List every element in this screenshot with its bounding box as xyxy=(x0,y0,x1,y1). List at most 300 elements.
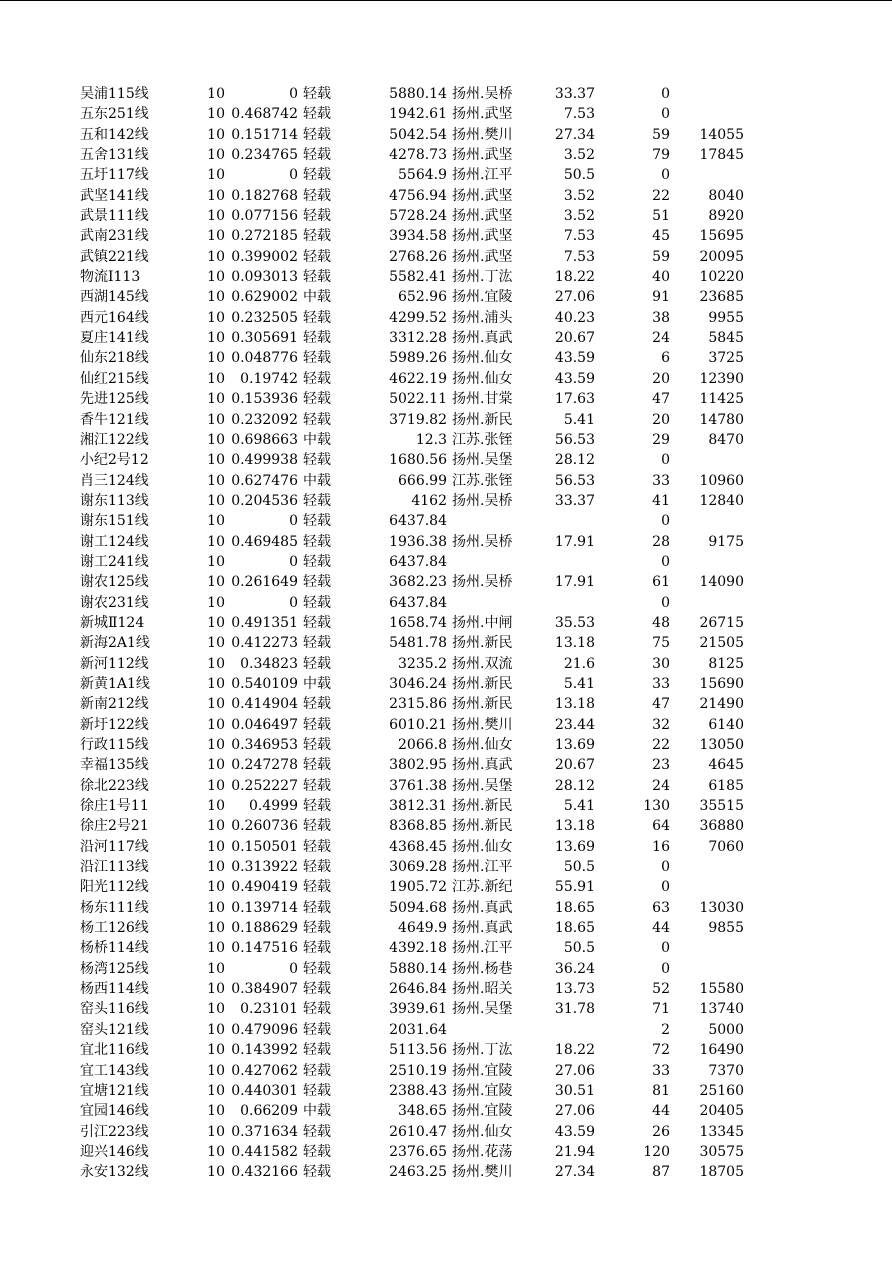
load-ratio-cell: 0.412273 xyxy=(231,635,298,652)
line-name-cell: 行政115线 xyxy=(80,737,149,753)
load-status-cell: 轻载 xyxy=(303,716,331,733)
line-name-cell: 窑头116线 xyxy=(80,1001,149,1018)
capacity-cell: 12840 xyxy=(699,492,744,509)
capacity-margin-cell: 2066.8 xyxy=(398,737,447,753)
load-status-cell: 轻载 xyxy=(303,513,331,530)
count-cell: 28 xyxy=(652,533,670,550)
voltage-cell: 10 xyxy=(207,574,225,591)
count-cell: 75 xyxy=(652,635,670,652)
capacity-margin-cell: 1936.38 xyxy=(389,533,447,550)
voltage-cell: 10 xyxy=(207,757,225,774)
capacity-margin-cell: 2463.25 xyxy=(389,1164,447,1181)
distance-cell: 20.67 xyxy=(554,757,595,774)
distance-cell: 3.52 xyxy=(563,147,595,164)
capacity-cell: 20405 xyxy=(699,1103,744,1120)
table-row xyxy=(0,694,892,714)
load-status-cell: 轻载 xyxy=(303,1143,331,1160)
load-status-cell: 轻载 xyxy=(303,859,331,876)
voltage-cell: 10 xyxy=(207,737,225,753)
load-status-cell: 轻载 xyxy=(303,838,331,855)
voltage-cell: 10 xyxy=(207,1103,225,1120)
load-ratio-cell: 0 xyxy=(289,86,298,102)
count-cell: 0 xyxy=(661,940,670,957)
substation-cell: 扬州.浦头 xyxy=(452,309,513,326)
count-cell: 52 xyxy=(652,981,670,998)
load-status-cell: 轻载 xyxy=(303,574,331,591)
line-name-cell: 西元164线 xyxy=(80,309,149,326)
capacity-cell: 17845 xyxy=(699,147,744,164)
capacity-margin-cell: 2646.84 xyxy=(389,981,447,998)
distance-cell: 18.22 xyxy=(554,1042,595,1059)
line-name-cell: 香牛121线 xyxy=(80,411,149,428)
load-ratio-cell: 0.305691 xyxy=(231,330,298,347)
capacity-cell: 5000 xyxy=(708,1021,744,1038)
count-cell: 33 xyxy=(652,675,670,692)
distance-cell: 27.34 xyxy=(554,126,595,143)
load-ratio-cell: 0.427062 xyxy=(231,1062,298,1079)
line-name-cell: 谢东113线 xyxy=(80,492,149,509)
line-name-cell: 徐庄1号11 xyxy=(80,798,149,815)
line-name-cell: 物流Ⅰ113 xyxy=(80,269,141,286)
voltage-cell: 10 xyxy=(207,167,225,184)
voltage-cell: 10 xyxy=(207,635,225,652)
capacity-margin-cell: 3682.23 xyxy=(389,574,447,591)
line-name-cell: 西湖145线 xyxy=(80,289,149,306)
voltage-cell: 10 xyxy=(207,859,225,876)
load-status-cell: 轻载 xyxy=(303,818,331,835)
distance-cell: 21.6 xyxy=(563,655,595,672)
count-cell: 20 xyxy=(652,411,670,428)
voltage-cell: 10 xyxy=(207,147,225,164)
count-cell: 20 xyxy=(652,370,670,387)
capacity-margin-cell: 5582.41 xyxy=(389,269,447,286)
distance-cell: 35.53 xyxy=(554,614,595,631)
table-row xyxy=(0,593,892,613)
voltage-cell: 10 xyxy=(207,411,225,428)
line-name-cell: 窑头121线 xyxy=(80,1021,149,1038)
capacity-margin-cell: 6437.84 xyxy=(389,553,447,570)
load-status-cell: 轻载 xyxy=(303,553,331,570)
capacity-cell: 26715 xyxy=(699,614,744,631)
voltage-cell: 10 xyxy=(207,1164,225,1181)
line-name-cell: 新圩122线 xyxy=(80,716,149,733)
load-status-cell: 轻载 xyxy=(303,228,331,245)
capacity-margin-cell: 4162 xyxy=(411,492,447,509)
substation-cell: 扬州.新民 xyxy=(452,635,513,652)
voltage-cell: 10 xyxy=(207,655,225,672)
count-cell: 0 xyxy=(661,960,670,977)
substation-cell: 扬州.新民 xyxy=(452,411,513,428)
substation-cell: 扬州.新民 xyxy=(452,798,513,815)
load-ratio-cell: 0.260736 xyxy=(231,818,298,835)
load-status-cell: 轻载 xyxy=(303,1123,331,1140)
distance-cell: 21.94 xyxy=(554,1143,595,1160)
capacity-cell: 21505 xyxy=(699,635,744,652)
substation-cell: 扬州.新民 xyxy=(452,696,513,713)
line-name-cell: 吴浦115线 xyxy=(80,86,149,102)
substation-cell: 扬州.宜陵 xyxy=(452,1103,513,1120)
count-cell: 29 xyxy=(652,431,670,448)
line-name-cell: 五舍131线 xyxy=(80,147,149,164)
distance-cell: 5.41 xyxy=(563,675,595,692)
load-status-cell: 轻载 xyxy=(303,798,331,815)
capacity-margin-cell: 1942.61 xyxy=(389,106,447,123)
capacity-margin-cell: 5880.14 xyxy=(389,960,447,977)
table-row xyxy=(0,1142,892,1162)
voltage-cell: 10 xyxy=(207,1042,225,1059)
count-cell: 87 xyxy=(652,1164,670,1181)
load-ratio-cell: 0.204536 xyxy=(231,492,298,509)
load-status-cell: 轻载 xyxy=(303,635,331,652)
line-name-cell: 永安132线 xyxy=(80,1164,149,1181)
count-cell: 64 xyxy=(652,818,670,835)
distance-cell: 7.53 xyxy=(563,248,595,265)
voltage-cell: 10 xyxy=(207,594,225,611)
voltage-cell: 10 xyxy=(207,940,225,957)
substation-cell: 扬州.吴桥 xyxy=(452,86,513,102)
line-name-cell: 武景111线 xyxy=(80,208,149,225)
voltage-cell: 10 xyxy=(207,86,225,102)
table-row xyxy=(0,1162,892,1182)
voltage-cell: 10 xyxy=(207,431,225,448)
line-name-cell: 阳光112线 xyxy=(80,879,149,896)
table-row xyxy=(0,796,892,816)
capacity-cell: 9855 xyxy=(708,920,744,937)
count-cell: 91 xyxy=(652,289,670,306)
load-ratio-cell: 0.19742 xyxy=(240,370,298,387)
capacity-margin-cell: 5022.11 xyxy=(389,391,447,408)
load-status-cell: 轻载 xyxy=(303,86,331,102)
load-status-cell: 中载 xyxy=(303,1103,331,1120)
count-cell: 0 xyxy=(661,513,670,530)
capacity-cell: 6185 xyxy=(708,777,744,794)
load-ratio-cell: 0.046497 xyxy=(231,716,298,733)
table-row xyxy=(0,308,892,328)
substation-cell: 扬州.甘棠 xyxy=(452,391,513,408)
capacity-cell: 6140 xyxy=(708,716,744,733)
table-row xyxy=(0,84,892,104)
capacity-cell: 9955 xyxy=(708,309,744,326)
table-row xyxy=(0,633,892,653)
distance-cell: 13.18 xyxy=(554,696,595,713)
capacity-margin-cell: 666.99 xyxy=(398,472,447,489)
substation-cell: 扬州.吴堡 xyxy=(452,777,513,794)
distance-cell: 23.44 xyxy=(554,716,595,733)
distance-cell: 17.63 xyxy=(554,391,595,408)
capacity-margin-cell: 2610.47 xyxy=(389,1123,447,1140)
line-name-cell: 杨西114线 xyxy=(80,981,149,998)
line-name-cell: 谢农125线 xyxy=(80,574,149,591)
load-status-cell: 轻载 xyxy=(303,1001,331,1018)
load-ratio-cell: 0.440301 xyxy=(231,1082,298,1099)
substation-cell: 扬州.真武 xyxy=(452,899,513,916)
voltage-cell: 10 xyxy=(207,1123,225,1140)
substation-cell: 扬州.江平 xyxy=(452,940,513,957)
voltage-cell: 10 xyxy=(207,1082,225,1099)
distance-cell: 5.41 xyxy=(563,798,595,815)
distance-cell: 43.59 xyxy=(554,1123,595,1140)
substation-cell: 江苏.张铚 xyxy=(452,472,513,489)
load-ratio-cell: 0.627476 xyxy=(231,472,298,489)
load-ratio-cell: 0.414904 xyxy=(231,696,298,713)
table-row xyxy=(0,1040,892,1060)
load-status-cell: 轻载 xyxy=(303,696,331,713)
table-row xyxy=(0,430,892,450)
distance-cell: 13.73 xyxy=(554,981,595,998)
load-ratio-cell: 0.147516 xyxy=(231,940,298,957)
count-cell: 59 xyxy=(652,248,670,265)
load-status-cell: 轻载 xyxy=(303,309,331,326)
count-cell: 33 xyxy=(652,1062,670,1079)
table-row xyxy=(0,552,892,572)
table-row xyxy=(0,674,892,694)
line-name-cell: 新南212线 xyxy=(80,696,149,713)
substation-cell: 扬州.武坚 xyxy=(452,147,513,164)
load-ratio-cell: 0.143992 xyxy=(231,1042,298,1059)
line-name-cell: 杨东111线 xyxy=(80,899,149,916)
load-ratio-cell: 0.629002 xyxy=(231,289,298,306)
capacity-margin-cell: 5481.78 xyxy=(389,635,447,652)
line-name-cell: 谢东151线 xyxy=(80,513,149,530)
voltage-cell: 10 xyxy=(207,391,225,408)
substation-cell: 扬州.吴桥 xyxy=(452,492,513,509)
capacity-margin-cell: 652.96 xyxy=(398,289,447,306)
line-name-cell: 谢工124线 xyxy=(80,533,149,550)
capacity-cell: 15690 xyxy=(699,675,744,692)
table-row xyxy=(0,267,892,287)
substation-cell: 江苏.新纪 xyxy=(452,879,513,896)
line-name-cell: 武镇221线 xyxy=(80,248,149,265)
count-cell: 48 xyxy=(652,614,670,631)
load-status-cell: 轻载 xyxy=(303,1062,331,1079)
capacity-cell: 30575 xyxy=(699,1143,744,1160)
substation-cell: 扬州.樊川 xyxy=(452,126,513,143)
load-ratio-cell: 0.698663 xyxy=(231,431,298,448)
count-cell: 47 xyxy=(652,696,670,713)
load-ratio-cell: 0.371634 xyxy=(231,1123,298,1140)
distance-cell: 18.22 xyxy=(554,269,595,286)
count-cell: 120 xyxy=(643,1143,670,1160)
load-status-cell: 轻载 xyxy=(303,126,331,143)
load-ratio-cell: 0.151714 xyxy=(231,126,298,143)
voltage-cell: 10 xyxy=(207,248,225,265)
substation-cell: 扬州.江平 xyxy=(452,167,513,184)
count-cell: 6 xyxy=(661,350,670,367)
line-name-cell: 新城Ⅱ124 xyxy=(80,614,145,631)
capacity-margin-cell: 4278.73 xyxy=(389,147,447,164)
voltage-cell: 10 xyxy=(207,1062,225,1079)
voltage-cell: 10 xyxy=(207,818,225,835)
capacity-cell: 4645 xyxy=(708,757,744,774)
distance-cell: 27.34 xyxy=(554,1164,595,1181)
load-status-cell: 轻载 xyxy=(303,411,331,428)
table-row xyxy=(0,226,892,246)
load-ratio-cell: 0.23101 xyxy=(240,1001,298,1018)
capacity-margin-cell: 5989.26 xyxy=(389,350,447,367)
capacity-cell: 7370 xyxy=(708,1062,744,1079)
substation-cell: 扬州.丁汯 xyxy=(452,1042,513,1059)
table-row xyxy=(0,1061,892,1081)
load-ratio-cell: 0 xyxy=(289,553,298,570)
line-name-cell: 夏庄141线 xyxy=(80,330,149,347)
count-cell: 0 xyxy=(661,452,670,469)
substation-cell: 扬州.仙女 xyxy=(452,737,513,753)
line-name-cell: 宜北116线 xyxy=(80,1042,149,1059)
load-ratio-cell: 0.048776 xyxy=(231,350,298,367)
capacity-margin-cell: 5880.14 xyxy=(389,86,447,102)
line-name-cell: 新河112线 xyxy=(80,655,149,672)
load-ratio-cell: 0.469485 xyxy=(231,533,298,550)
count-cell: 0 xyxy=(661,106,670,123)
count-cell: 61 xyxy=(652,574,670,591)
count-cell: 2 xyxy=(661,1021,670,1038)
substation-cell: 扬州.吴桥 xyxy=(452,533,513,550)
load-status-cell: 轻载 xyxy=(303,269,331,286)
table-row xyxy=(0,776,892,796)
table-row xyxy=(0,511,892,531)
capacity-cell: 15695 xyxy=(699,228,744,245)
load-ratio-cell: 0.4999 xyxy=(249,798,298,815)
voltage-cell: 10 xyxy=(207,126,225,143)
load-ratio-cell: 0.479096 xyxy=(231,1021,298,1038)
count-cell: 72 xyxy=(652,1042,670,1059)
capacity-cell: 8125 xyxy=(708,655,744,672)
voltage-cell: 10 xyxy=(207,777,225,794)
line-name-cell: 幸福135线 xyxy=(80,757,149,774)
line-name-cell: 迎兴146线 xyxy=(80,1143,149,1160)
capacity-margin-cell: 4622.19 xyxy=(389,370,447,387)
voltage-cell: 10 xyxy=(207,614,225,631)
load-ratio-cell: 0.252227 xyxy=(231,777,298,794)
table-row xyxy=(0,410,892,430)
capacity-margin-cell: 2768.26 xyxy=(389,248,447,265)
distance-cell: 50.5 xyxy=(563,940,595,957)
load-ratio-cell: 0.150501 xyxy=(231,838,298,855)
table-row xyxy=(0,1101,892,1121)
load-status-cell: 轻载 xyxy=(303,187,331,204)
load-ratio-cell: 0.153936 xyxy=(231,391,298,408)
table-row xyxy=(0,735,892,755)
load-status-cell: 轻载 xyxy=(303,167,331,184)
count-cell: 22 xyxy=(652,187,670,204)
table-row xyxy=(0,369,892,389)
capacity-margin-cell: 3761.38 xyxy=(389,777,447,794)
capacity-cell: 20095 xyxy=(699,248,744,265)
capacity-cell: 36880 xyxy=(699,818,744,835)
capacity-cell: 9175 xyxy=(708,533,744,550)
load-ratio-cell: 0.34823 xyxy=(240,655,298,672)
voltage-cell: 10 xyxy=(207,1143,225,1160)
substation-cell: 扬州.宜陵 xyxy=(452,1082,513,1099)
distance-cell: 56.53 xyxy=(554,431,595,448)
distance-cell: 27.06 xyxy=(554,1103,595,1120)
capacity-cell: 10960 xyxy=(699,472,744,489)
count-cell: 0 xyxy=(661,86,670,102)
load-ratio-cell: 0.441582 xyxy=(231,1143,298,1160)
load-ratio-cell: 0 xyxy=(289,167,298,184)
table-row xyxy=(0,348,892,368)
distance-cell: 13.18 xyxy=(554,635,595,652)
voltage-cell: 10 xyxy=(207,981,225,998)
line-name-cell: 沿河117线 xyxy=(80,838,149,855)
load-ratio-cell: 0.232505 xyxy=(231,309,298,326)
capacity-margin-cell: 2315.86 xyxy=(389,696,447,713)
load-status-cell: 轻载 xyxy=(303,777,331,794)
table-row xyxy=(0,165,892,185)
voltage-cell: 10 xyxy=(207,716,225,733)
load-ratio-cell: 0.399002 xyxy=(231,248,298,265)
load-status-cell: 轻载 xyxy=(303,533,331,550)
capacity-margin-cell: 4649.9 xyxy=(398,920,447,937)
line-name-cell: 宜塘121线 xyxy=(80,1082,149,1099)
capacity-margin-cell: 6010.21 xyxy=(389,716,447,733)
count-cell: 81 xyxy=(652,1082,670,1099)
table-row xyxy=(0,816,892,836)
capacity-cell: 25160 xyxy=(699,1082,744,1099)
line-name-cell: 五圩117线 xyxy=(80,167,149,184)
load-status-cell: 轻载 xyxy=(303,899,331,916)
load-ratio-cell: 0.499938 xyxy=(231,452,298,469)
substation-cell: 扬州.真武 xyxy=(452,330,513,347)
table-row xyxy=(0,877,892,897)
capacity-cell: 15580 xyxy=(699,981,744,998)
top-border-line xyxy=(0,0,892,1)
capacity-margin-cell: 348.65 xyxy=(398,1103,447,1120)
count-cell: 26 xyxy=(652,1123,670,1140)
capacity-cell: 13740 xyxy=(699,1001,744,1018)
voltage-cell: 10 xyxy=(207,492,225,509)
distance-cell: 3.52 xyxy=(563,208,595,225)
capacity-cell: 21490 xyxy=(699,696,744,713)
capacity-margin-cell: 5042.54 xyxy=(389,126,447,143)
line-name-cell: 徐北223线 xyxy=(80,777,149,794)
substation-cell: 扬州.杨巷 xyxy=(452,960,513,977)
load-ratio-cell: 0.490419 xyxy=(231,879,298,896)
table-row xyxy=(0,328,892,348)
load-ratio-cell: 0.313922 xyxy=(231,859,298,876)
substation-cell: 扬州.吴桥 xyxy=(452,574,513,591)
capacity-cell: 13050 xyxy=(699,737,744,753)
substation-cell: 扬州.仙女 xyxy=(452,1123,513,1140)
capacity-cell: 8920 xyxy=(708,208,744,225)
count-cell: 44 xyxy=(652,920,670,937)
voltage-cell: 10 xyxy=(207,330,225,347)
substation-cell: 扬州.花荡 xyxy=(452,1143,513,1160)
table-row xyxy=(0,898,892,918)
table-row xyxy=(0,857,892,877)
capacity-margin-cell: 3939.61 xyxy=(389,1001,447,1018)
distance-cell: 27.06 xyxy=(554,289,595,306)
load-ratio-cell: 0.491351 xyxy=(231,614,298,631)
spreadsheet-table xyxy=(0,84,892,1183)
substation-cell: 扬州.吴堡 xyxy=(452,452,513,469)
capacity-cell: 8470 xyxy=(708,431,744,448)
line-name-cell: 引江223线 xyxy=(80,1123,149,1140)
load-status-cell: 轻载 xyxy=(303,920,331,937)
load-status-cell: 轻载 xyxy=(303,940,331,957)
load-status-cell: 轻载 xyxy=(303,370,331,387)
count-cell: 33 xyxy=(652,472,670,489)
substation-cell: 扬州.武坚 xyxy=(452,248,513,265)
table-row xyxy=(0,1081,892,1101)
table-row xyxy=(0,654,892,674)
load-ratio-cell: 0.384907 xyxy=(231,981,298,998)
substation-cell: 扬州.武坚 xyxy=(452,106,513,123)
line-name-cell: 仙东218线 xyxy=(80,350,149,367)
count-cell: 63 xyxy=(652,899,670,916)
table-row xyxy=(0,186,892,206)
count-cell: 44 xyxy=(652,1103,670,1120)
